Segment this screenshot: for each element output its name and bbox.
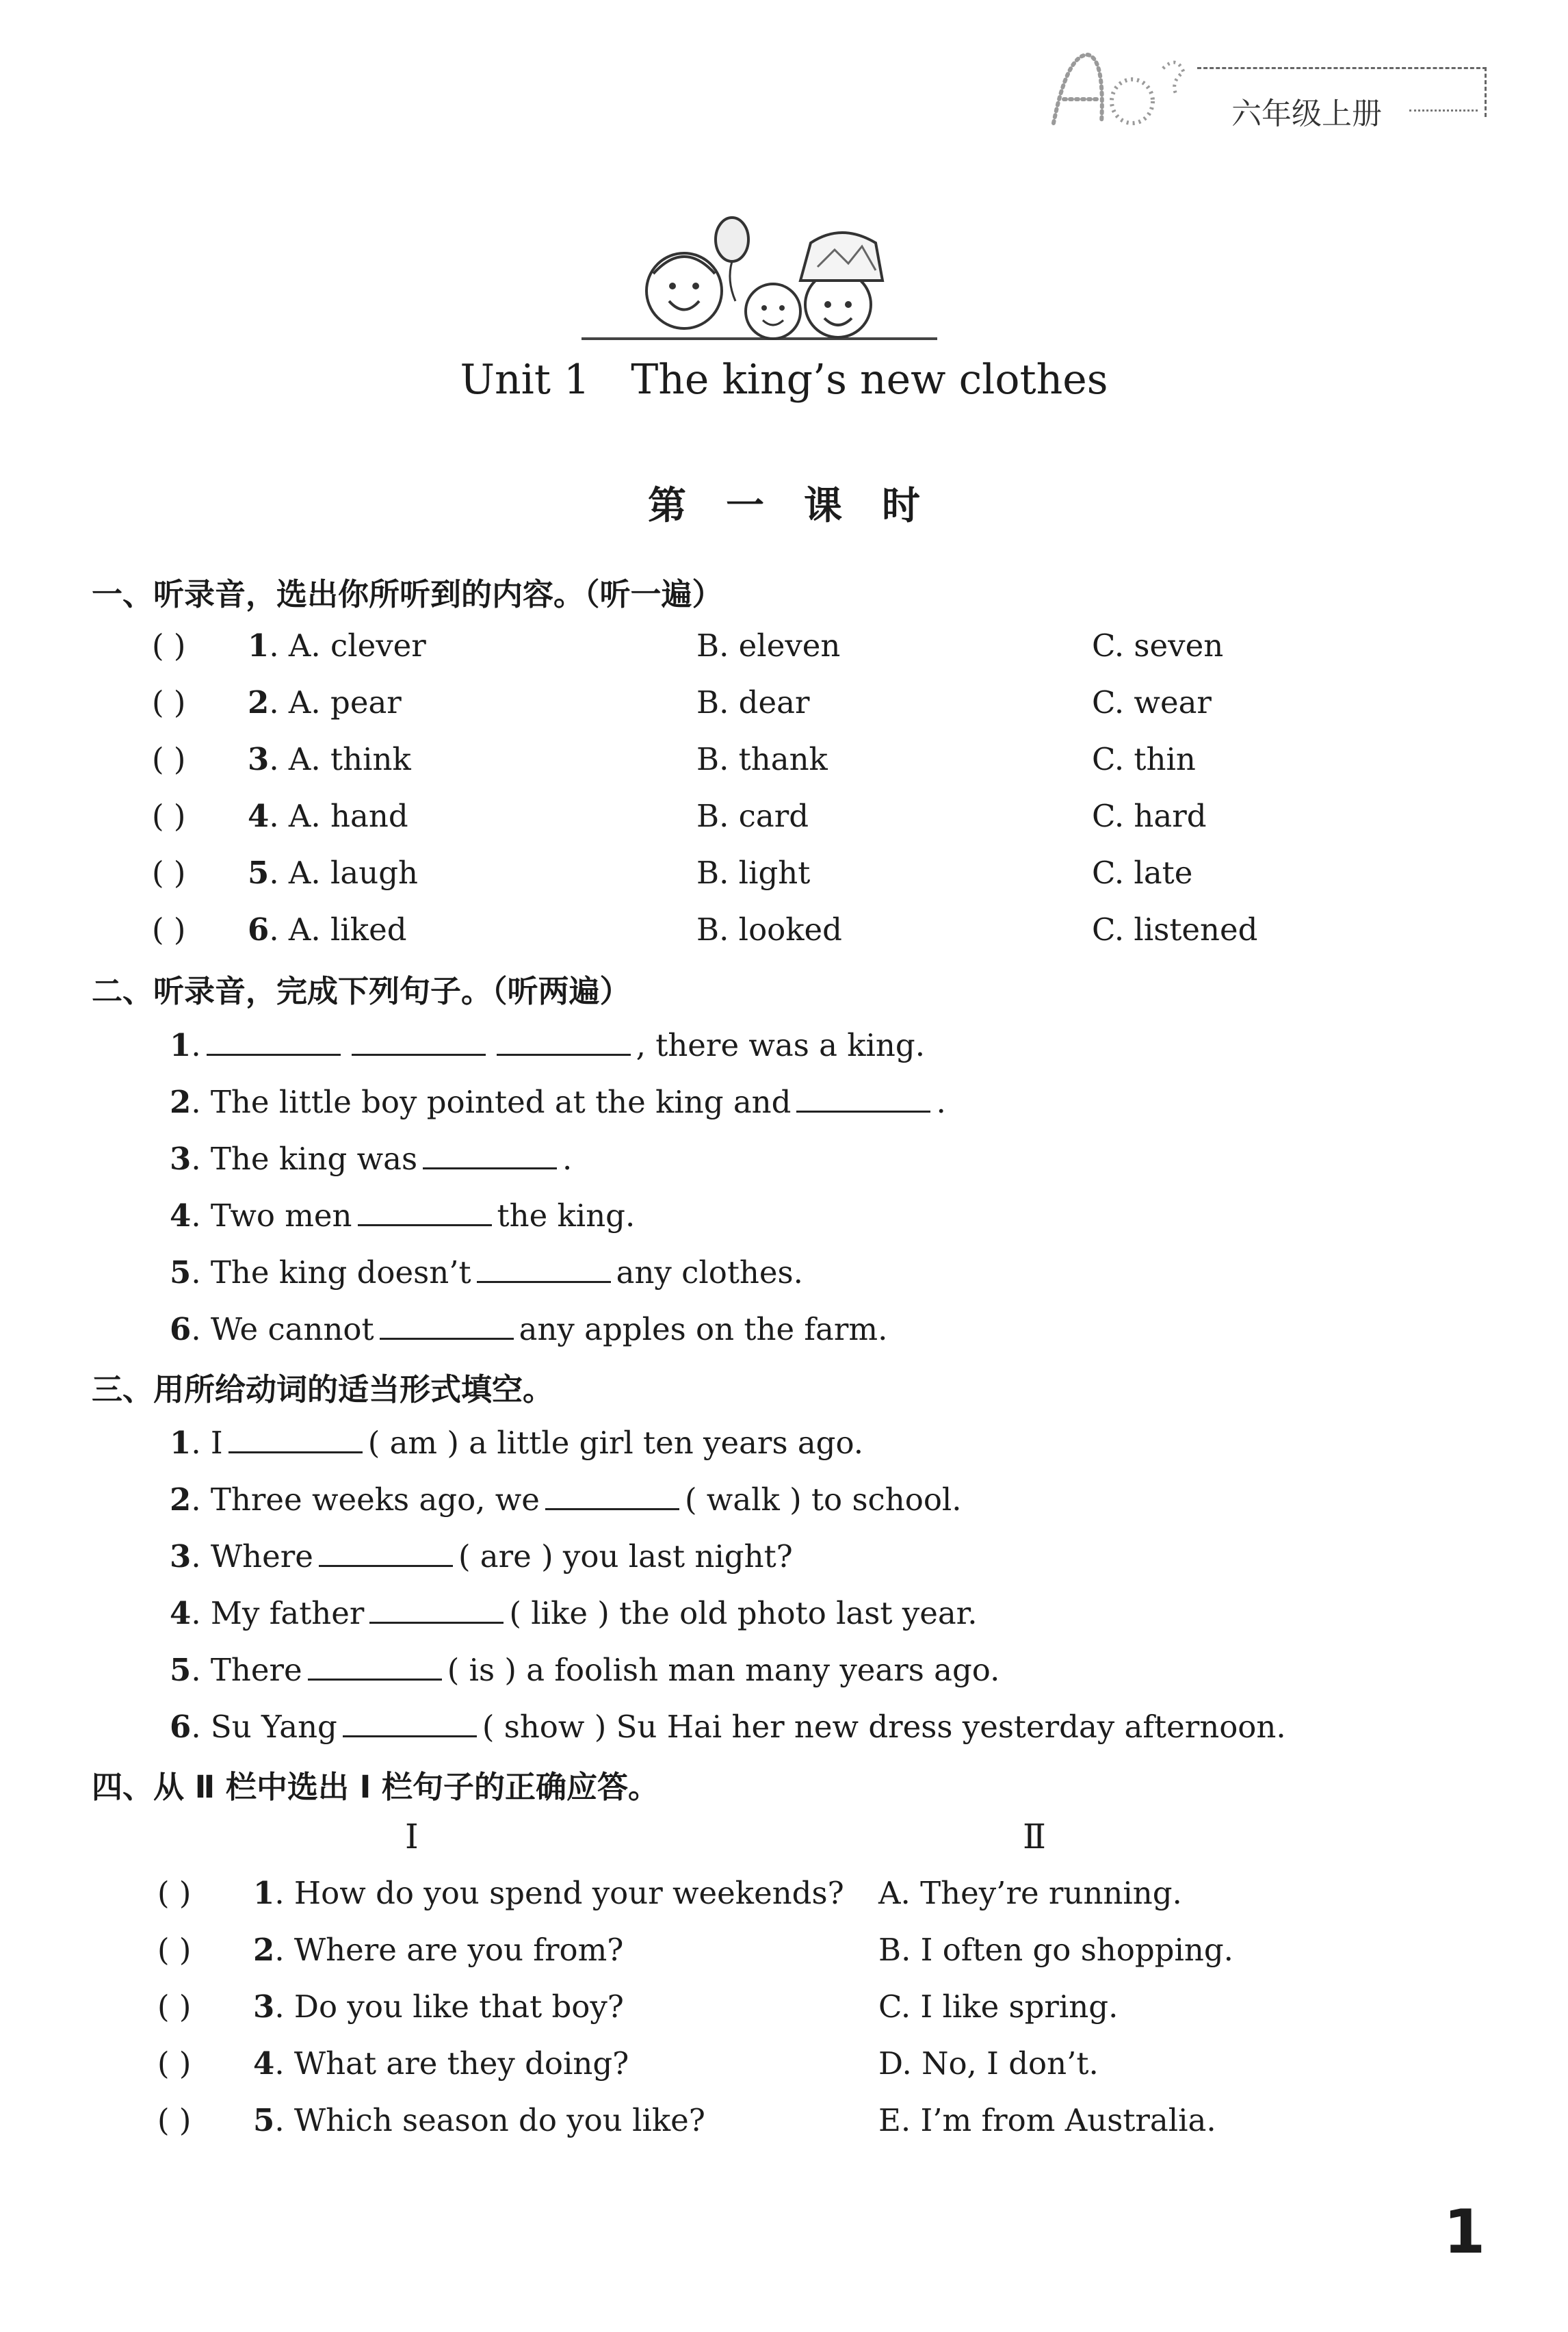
s2-item-1 [170,1024,925,1066]
item-number: 1 [248,627,270,664]
sentence-post: ( are ) you last night? [458,1538,793,1575]
item-number: 4 [170,1595,192,1631]
s4-answer-a: A. They’re running. [878,1875,1182,1911]
series-logo [1040,41,1197,137]
unit-number: Unit 1 [460,356,590,404]
s2-item-3 [170,1137,572,1180]
question-text: . Where are you from? [274,1932,624,1968]
s4-question-2 [157,1930,623,1971]
option-a: . A. pear [269,684,402,721]
children-illustration [575,205,944,349]
answer-paren[interactable]: ( ) [152,741,186,777]
answer-paren[interactable]: ( ) [157,1988,192,2025]
s4-question-5 [157,2100,705,2141]
sentence-post: ( like ) the old photo last year. [509,1595,978,1631]
s2-item-5 [170,1251,803,1293]
column-1-heading: Ⅰ [405,1817,419,1856]
s4-question-4 [157,2043,629,2084]
sentence-pre: . The king was [191,1141,418,1177]
sentence-post: any apples on the farm. [519,1311,888,1347]
answer-blank[interactable] [477,1251,611,1283]
sentence-pre: . Two men [191,1197,352,1234]
sentence-post: . [936,1084,946,1120]
section-1-heading: 一、听录音，选出你所听到的内容。（听一遍） [92,576,723,612]
sentence-pre: . We cannot [191,1311,374,1347]
sentence-post: any clothes. [616,1254,803,1291]
item-number: 4 [170,1197,192,1234]
item-number: 3 [170,1538,192,1575]
sentence-pre: . The king doesn’t [191,1254,471,1291]
item-number: 1 [170,1425,192,1461]
item-number: 5 [170,1652,192,1688]
answer-paren[interactable]: ( ) [152,684,186,721]
sentence-pre: . The little boy pointed at the king and [191,1084,792,1120]
answer-blank[interactable] [497,1024,631,1056]
option-a: . A. laugh [269,855,419,891]
unit-name: The king’s new clothes [631,356,1108,404]
answer-paren[interactable]: ( ) [152,855,186,891]
option-c: C. listened [1092,911,1258,948]
item-number: 2 [170,1084,192,1120]
item-number: 3 [170,1141,192,1177]
answer-paren[interactable]: ( ) [152,627,186,664]
item-number: 2 [253,1932,275,1968]
section-2-heading: 二、听录音，完成下列句子。（听两遍） [92,973,631,1009]
s4-answer-e: E. I’m from Australia. [878,2102,1216,2138]
answer-blank[interactable] [545,1478,679,1510]
item-number: 1 [253,1875,275,1911]
answer-blank[interactable] [352,1024,486,1056]
item-number: 3 [253,1988,275,2025]
sentence-post: ( walk ) to school. [684,1481,962,1518]
option-b: B. light [696,855,811,891]
option-b: B. card [696,798,809,834]
item-number: 2 [170,1481,192,1518]
sentence-pre: . I [191,1425,223,1461]
s3-item-5 [170,1648,999,1691]
item-number: 4 [248,798,270,834]
answer-paren[interactable]: ( ) [152,911,186,948]
item-number: 6 [170,1709,192,1745]
s3-item-3 [170,1535,793,1577]
s3-item-6 [170,1705,1286,1748]
answer-paren[interactable]: ( ) [157,1875,192,1911]
s4-answer-c: C. I like spring. [878,1988,1119,2025]
answer-paren[interactable]: ( ) [152,798,186,834]
sentence-post: . [562,1141,573,1177]
answer-blank[interactable] [319,1535,453,1567]
sentence-pre: . Three weeks ago, we [191,1481,540,1518]
item-number: 3 [248,741,270,777]
sentence-post: ( is ) a foolish man many years ago. [447,1652,1000,1688]
item-number: 5 [253,2102,275,2138]
s1-item-4 [152,796,408,837]
s4-question-1 [157,1873,844,1914]
item-number: 6 [248,911,270,948]
option-b: B. dear [696,684,810,721]
option-a: . A. think [269,741,411,777]
section-4-heading: 四、从 Ⅱ 栏中选出 Ⅰ 栏句子的正确应答。 [92,1769,659,1805]
s3-item-2 [170,1478,962,1520]
item-number: 5 [170,1254,192,1291]
sentence-pre: . My father [191,1595,365,1631]
question-text: . How do you spend your weekends? [274,1875,844,1911]
sentence-post: , there was a king. [636,1027,926,1063]
s1-item-5 [152,853,418,894]
answer-blank[interactable] [343,1705,477,1737]
book-label: 六年级上册 [1231,96,1382,131]
option-c: C. thin [1092,741,1196,777]
s1-item-3 [152,739,411,780]
option-c: C. hard [1092,798,1207,834]
question-text: . Do you like that boy? [274,1988,624,2025]
answer-blank[interactable] [380,1308,514,1340]
sentence-pre: . [191,1027,201,1063]
option-a: . A. clever [269,627,426,664]
option-c: C. seven [1092,627,1224,664]
answer-blank[interactable] [423,1137,557,1169]
s1-item-2 [152,682,402,723]
answer-paren[interactable]: ( ) [157,2102,192,2138]
s4-answer-b: B. I often go shopping. [878,1932,1233,1968]
s2-item-2 [170,1080,946,1123]
s4-answer-d: D. No, I don’t. [878,2045,1099,2082]
lesson-title: 第一课时 [648,484,960,528]
sentence-post: the king. [497,1197,636,1234]
s2-item-6 [170,1308,887,1350]
answer-paren[interactable]: ( ) [157,2045,192,2082]
page-number: 1 [1443,2197,1486,2267]
question-text: . What are they doing? [274,2045,629,2082]
item-number: 5 [248,855,270,891]
column-2-heading: Ⅱ [1023,1817,1046,1856]
item-number: 6 [170,1311,192,1347]
item-number: 1 [170,1027,192,1063]
answer-blank[interactable] [308,1648,442,1681]
answer-paren[interactable]: ( ) [157,1932,192,1968]
sentence-post: ( am ) a little girl ten years ago. [367,1425,864,1461]
s4-question-3 [157,1986,624,2027]
sentence-pre: . There [191,1652,302,1688]
item-number: 4 [253,2045,275,2082]
s3-item-1 [170,1421,863,1464]
sentence-post: ( show ) Su Hai her new dress yesterday afternoon. [482,1709,1286,1745]
answer-blank[interactable] [228,1421,363,1453]
option-a: . A. liked [269,911,407,948]
option-c: C. wear [1092,684,1212,721]
answer-blank[interactable] [358,1194,492,1226]
s1-item-6 [152,909,407,950]
sentence-pre: . Su Yang [191,1709,337,1745]
s3-item-4 [170,1592,978,1634]
option-c: C. late [1092,855,1193,891]
sentence-pre: . Where [191,1538,313,1575]
s1-item-1 [152,625,426,666]
answer-blank[interactable] [796,1080,930,1113]
option-b: B. thank [696,741,828,777]
unit-title [0,356,1568,404]
s2-item-4 [170,1194,635,1236]
option-b: B. looked [696,911,842,948]
item-number: 2 [248,684,270,721]
section-3-heading: 三、用所给动词的适当形式填空。 [92,1371,554,1408]
question-text: . Which season do you like? [274,2102,705,2138]
option-b: B. eleven [696,627,841,664]
answer-blank[interactable] [369,1592,504,1624]
option-a: . A. hand [269,798,408,834]
header-dots [1409,109,1478,112]
answer-blank[interactable] [207,1024,341,1056]
